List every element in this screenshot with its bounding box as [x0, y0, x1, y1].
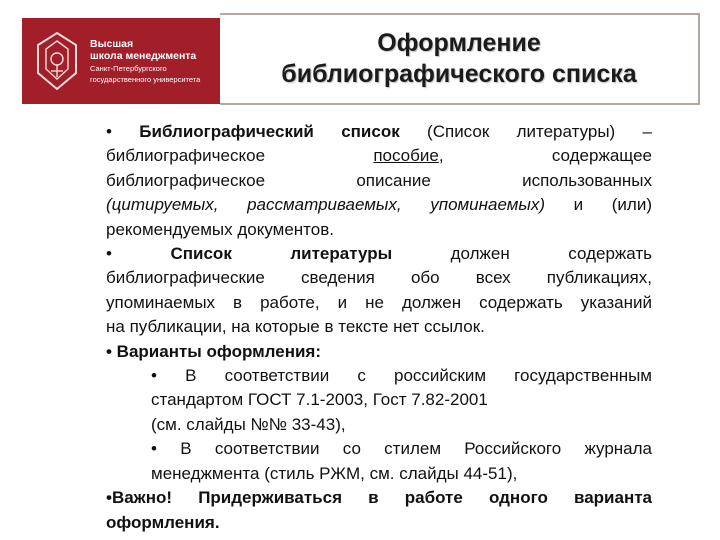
term-bibliography: Библиографический список	[139, 122, 400, 141]
variant-rzhm-line-1: • В соответствии со стилем Российского журнала	[151, 439, 652, 459]
variant-gost-line-3: (см. слайды №№ 33-43),	[151, 414, 346, 434]
variant-gost-line-2: стандартом ГОСТ 7.1-2003, Гост 7.82-2001	[151, 390, 488, 410]
definition-line-5: рекомендуемых документов.	[106, 219, 334, 239]
term-references: Список литературы	[170, 244, 393, 264]
variant-rzhm	[106, 437, 652, 486]
definition-line-1: • Библиографический список (Список литературы) –	[106, 122, 652, 141]
logo-name-line1: Высшая	[90, 38, 134, 50]
definition-line-3: библиографическое описание использованных	[106, 170, 652, 190]
term-posobie: пособие	[373, 146, 439, 166]
variant-gost	[106, 364, 652, 437]
references-line-3: упоминаемых в работе, и не должен содержать указаний	[106, 292, 652, 312]
variant-rzhm-line-2: менеджмента (стиль РЖМ, см. слайды 44-51),	[151, 463, 518, 483]
important-note-line-1: •Важно! Придерживаться в работе одного варианта	[106, 488, 652, 508]
title-line-1: Оформление	[377, 29, 541, 57]
variant-gost-line-1: • В соответствии с российским государственным	[151, 366, 652, 386]
university-logo	[22, 18, 220, 104]
title-line-2: библиографического списка	[281, 60, 637, 88]
important-note-line-2: оформления.	[106, 512, 220, 532]
logo-subtitle-line2: государственного университета	[90, 75, 201, 84]
definition-line-2: библиографическое пособие, содержащее	[106, 146, 652, 166]
slide-title	[220, 13, 700, 105]
variants-heading: • Варианты оформления:	[106, 341, 322, 361]
references-line-1: • Список литературы должен содержать	[106, 244, 652, 264]
definition-line-4: (цитируемых, рассматриваемых, упоминаемых) и (или)	[106, 195, 652, 215]
emblem-icon	[32, 29, 82, 93]
references-line-2: библиографические сведения обо всех публикациях,	[106, 268, 652, 288]
slide-body	[106, 120, 652, 535]
logo-subtitle-line1: Санкт-Петербургского	[90, 64, 167, 73]
references-line-4: на публикации, на которые в тексте нет ссылок.	[106, 317, 485, 337]
logo-name-line2: школа менеджмента	[90, 50, 197, 62]
